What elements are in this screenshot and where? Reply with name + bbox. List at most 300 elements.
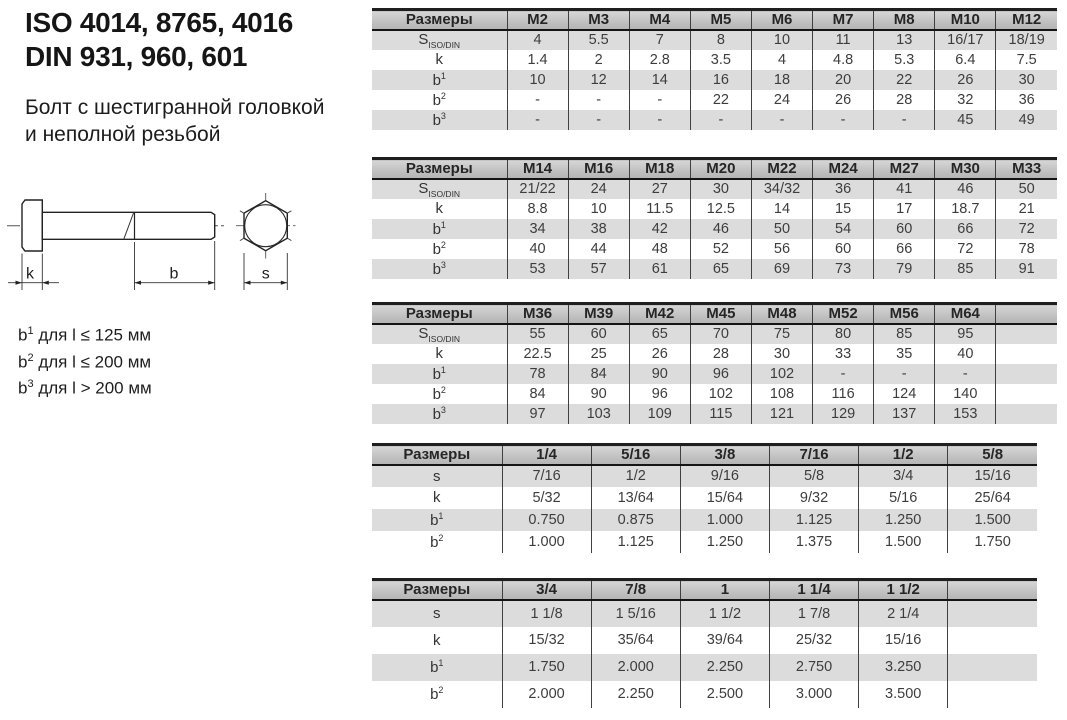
table-cell: 10	[568, 199, 629, 219]
table-cell: 33	[813, 344, 874, 364]
table-cell: 90	[629, 364, 690, 384]
table-cell: 1.750	[502, 654, 591, 681]
product-description	[25, 94, 324, 148]
table-cell: 2	[568, 50, 629, 70]
table-cell: 97	[507, 404, 568, 424]
table-cell	[948, 681, 1037, 708]
k-arrow-right	[42, 281, 49, 285]
table-cell: 30	[751, 344, 812, 364]
table-header-size: 1 1/4	[769, 580, 858, 600]
table-cell	[996, 404, 1057, 424]
table-header-size: 3/4	[502, 580, 591, 600]
table-cell	[948, 654, 1037, 681]
table-header-size: M30	[935, 159, 996, 179]
row-label: k	[433, 631, 441, 649]
table-cell: -	[629, 90, 690, 110]
s-arrow-right	[281, 281, 288, 285]
table-cell: 10	[751, 30, 812, 50]
table-cell: 25/32	[769, 627, 858, 654]
table-cell: 121	[751, 404, 812, 424]
table-cell: 96	[629, 384, 690, 404]
row-label: $b^1$	[372, 364, 507, 384]
table-cell: 1 5/16	[591, 600, 680, 627]
table-header-size: M27	[874, 159, 935, 179]
row-label: $b^3$	[372, 259, 507, 279]
table-header-label: Размеры	[372, 445, 502, 465]
table-cell: 12	[568, 70, 629, 90]
table-header-size: M5	[690, 10, 751, 30]
table-cell: 70	[690, 324, 751, 344]
table-cell: 2.250	[680, 654, 769, 681]
table-row	[372, 110, 1057, 130]
table-header-size: M33	[996, 159, 1057, 179]
table-cell: 24	[568, 179, 629, 199]
table-cell: 57	[568, 259, 629, 279]
table-cell: 1.750	[948, 531, 1037, 553]
table-cell: 20	[813, 70, 874, 90]
dimension-table	[372, 578, 1037, 708]
table-header-label: Размеры	[372, 159, 507, 179]
table-cell: -	[629, 110, 690, 130]
table-cell: 69	[751, 259, 812, 279]
table-cell: 108	[751, 384, 812, 404]
description-line-2: и неполной резьбой	[25, 123, 221, 146]
row-label: k	[435, 200, 443, 217]
table-cell	[996, 344, 1057, 364]
footnote-b2: $b^2$ для l ≤ 200 мм	[18, 351, 152, 372]
table-header-size: M2	[507, 10, 568, 30]
table-cell: 27	[629, 179, 690, 199]
table-inch-threequarter-to-oneandhalf	[372, 578, 1037, 708]
dimension-label-k: k	[26, 265, 34, 283]
table-row	[372, 681, 1037, 708]
row-label: k	[435, 345, 443, 362]
table-cell: 16/17	[935, 30, 996, 50]
table-cell: 4	[751, 50, 812, 70]
table-cell: 65	[690, 259, 751, 279]
table-header-size: 3/8	[680, 445, 769, 465]
table-cell: 55	[507, 324, 568, 344]
table-cell: 8.8	[507, 199, 568, 219]
table-cell: 34/32	[751, 179, 812, 199]
table-cell: 61	[629, 259, 690, 279]
table-cell: 78	[507, 364, 568, 384]
table-cell: 11	[813, 30, 874, 50]
table-row	[372, 404, 1057, 424]
table-header-size: 5/8	[948, 445, 1037, 465]
table-cell: 12.5	[690, 199, 751, 219]
table-header-size: M7	[813, 10, 874, 30]
table-cell: 96	[690, 364, 751, 384]
table-cell: 15/16	[859, 627, 948, 654]
table-header-row	[372, 159, 1057, 179]
table-cell: 3.000	[769, 681, 858, 708]
table-row	[372, 364, 1057, 384]
table-cell: 15/64	[680, 487, 769, 509]
table-header-label: Размеры	[372, 10, 507, 30]
table-cell: 2.8	[629, 50, 690, 70]
table-cell: 85	[874, 324, 935, 344]
table-header-label: Размеры	[372, 580, 502, 600]
dimension-table	[372, 8, 1057, 130]
table-row	[372, 487, 1037, 509]
row-label: $b^1$	[372, 654, 502, 681]
table-cell: 7.5	[996, 50, 1057, 70]
table-cell: 2.000	[502, 681, 591, 708]
table-cell: 66	[874, 239, 935, 259]
table-cell: 1.250	[680, 531, 769, 553]
table-cell: 1.000	[502, 531, 591, 553]
table-cell: 116	[813, 384, 874, 404]
table-cell: 103	[568, 404, 629, 424]
table-cell: 153	[935, 404, 996, 424]
table-row	[372, 70, 1057, 90]
table-cell: 16	[690, 70, 751, 90]
table-cell: 1 1/2	[680, 600, 769, 627]
table-row	[372, 384, 1057, 404]
table-row	[372, 344, 1057, 364]
table-cell: 9/32	[769, 487, 858, 509]
table-row	[372, 600, 1037, 627]
table-cell: 48	[629, 239, 690, 259]
standards-title	[25, 6, 293, 74]
table-cell: 36	[996, 90, 1057, 110]
table-cell: 2 1/4	[859, 600, 948, 627]
table-row	[372, 627, 1037, 654]
table-cell: 42	[629, 219, 690, 239]
k-arrow-left	[16, 281, 23, 285]
table-header-size: M56	[874, 304, 935, 324]
row-label: $S_{ISO/DIN}$	[372, 324, 507, 344]
table-cell: 7/16	[502, 465, 591, 487]
table-cell: 1.500	[948, 509, 1037, 531]
row-label: $b^2$	[432, 239, 446, 258]
table-cell: 45	[935, 110, 996, 130]
table-cell: 2.500	[680, 681, 769, 708]
table-metric-m36-m64	[372, 302, 1057, 424]
table-cell: 41	[874, 179, 935, 199]
table-row	[372, 90, 1057, 110]
table-cell: 40	[935, 344, 996, 364]
table-cell: 34	[507, 219, 568, 239]
table-cell: 75	[751, 324, 812, 344]
table-cell: 14	[629, 70, 690, 90]
row-label: $S_{ISO/DIN}$	[372, 30, 507, 50]
table-header-size: M45	[690, 304, 751, 324]
table-cell: 10	[507, 70, 568, 90]
table-cell: 3.500	[859, 681, 948, 708]
table-cell: 32	[935, 90, 996, 110]
table-cell: 35	[874, 344, 935, 364]
table-cell: 1.375	[769, 531, 858, 553]
table-header-size: 1/4	[502, 445, 591, 465]
row-label: $b^1$	[372, 70, 507, 90]
table-row	[372, 179, 1057, 199]
table-header-size: M14	[507, 159, 568, 179]
table-cell: 26	[935, 70, 996, 90]
table-cell: 84	[568, 364, 629, 384]
table-cell	[948, 600, 1037, 627]
table-cell: 0.875	[591, 509, 680, 531]
table-header-size: M22	[751, 159, 812, 179]
table-cell: 50	[751, 219, 812, 239]
table-cell: 78	[996, 239, 1057, 259]
table-cell: -	[751, 110, 812, 130]
table-cell: 6.4	[935, 50, 996, 70]
table-header-size	[996, 304, 1057, 324]
row-label: $S_{ISO/DIN}$	[372, 179, 507, 199]
table-cell: 85	[935, 259, 996, 279]
table-cell: 79	[874, 259, 935, 279]
table-cell	[996, 384, 1057, 404]
s-arrow-left	[244, 281, 251, 285]
row-label: $b^2$	[432, 384, 446, 403]
table-cell: 1/2	[591, 465, 680, 487]
table-cell: 40	[507, 239, 568, 259]
table-cell: 18.7	[935, 199, 996, 219]
bolt-head-side-view	[22, 200, 42, 251]
table-cell: 50	[996, 179, 1057, 199]
row-label: k	[435, 51, 443, 68]
table-cell: 26	[813, 90, 874, 110]
table-cell: 49	[996, 110, 1057, 130]
table-cell: 90	[568, 384, 629, 404]
dimension-table	[372, 302, 1057, 424]
table-cell	[996, 364, 1057, 384]
table-row	[372, 531, 1037, 553]
table-cell: 36	[813, 179, 874, 199]
table-cell: 3/4	[859, 465, 948, 487]
table-cell: 5/16	[859, 487, 948, 509]
table-cell: 22.5	[507, 344, 568, 364]
table-header-size: M8	[874, 10, 935, 30]
table-cell: 4.8	[813, 50, 874, 70]
table-cell: 3.250	[859, 654, 948, 681]
table-cell: 21/22	[507, 179, 568, 199]
table-cell: 13	[874, 30, 935, 50]
b-arrow-right	[208, 281, 215, 285]
table-cell: 84	[507, 384, 568, 404]
table-cell: 9/16	[680, 465, 769, 487]
footnote-b1: $b^1$ для l ≤ 125 мм	[18, 325, 152, 345]
table-header-size: 7/16	[769, 445, 858, 465]
table-cell: -	[874, 364, 935, 384]
table-header-size: M64	[935, 304, 996, 324]
iso-standards-line: ISO 4014, 8765, 4016	[25, 7, 293, 38]
table-cell: 5/8	[769, 465, 858, 487]
table-cell: 60	[568, 324, 629, 344]
table-cell: -	[568, 90, 629, 110]
table-row	[372, 199, 1057, 219]
dimension-table	[372, 443, 1037, 553]
table-cell: 0.750	[502, 509, 591, 531]
table-row	[372, 509, 1037, 531]
table-cell: 1.500	[859, 531, 948, 553]
table-cell: -	[813, 110, 874, 130]
table-header-size: M10	[935, 10, 996, 30]
row-label: $b^2$	[430, 685, 444, 703]
table-cell: 66	[935, 219, 996, 239]
table-header-row	[372, 580, 1037, 600]
table-cell: 95	[935, 324, 996, 344]
row-label: $b^2$	[432, 90, 446, 109]
table-cell: 15/32	[502, 627, 591, 654]
table-cell	[948, 627, 1037, 654]
table-header-row	[372, 445, 1037, 465]
table-cell: 109	[629, 404, 690, 424]
table-header-row	[372, 304, 1057, 324]
table-cell: 1.125	[769, 509, 858, 531]
dimension-label-b: b	[169, 265, 179, 283]
table-cell: 54	[813, 219, 874, 239]
table-cell: 30	[996, 70, 1057, 90]
table-cell: 2.750	[769, 654, 858, 681]
table-row	[372, 465, 1037, 487]
table-cell: 60	[874, 219, 935, 239]
table-cell: 25	[568, 344, 629, 364]
table-cell: 1.000	[680, 509, 769, 531]
description-line-1: Болт с шестигранной головкой	[25, 96, 325, 119]
table-cell: -	[568, 110, 629, 130]
table-header-size: 5/16	[591, 445, 680, 465]
table-cell: 115	[690, 404, 751, 424]
table-cell: 7	[629, 30, 690, 50]
table-metric-m2-m12	[372, 8, 1057, 130]
table-cell: 137	[874, 404, 935, 424]
bolt-technical-drawing	[3, 180, 338, 315]
table-cell: 26	[629, 344, 690, 364]
table-row	[372, 30, 1057, 50]
table-cell: 91	[996, 259, 1057, 279]
table-header-row	[372, 10, 1057, 30]
table-cell: 140	[935, 384, 996, 404]
table-cell: 72	[935, 239, 996, 259]
table-header-size: M20	[690, 159, 751, 179]
table-cell: 5.5	[568, 30, 629, 50]
row-label: $b^1$	[372, 509, 502, 531]
table-header-size: 1/2	[859, 445, 948, 465]
table-cell: 21	[996, 199, 1057, 219]
table-cell: 1.250	[859, 509, 948, 531]
table-cell: 35/64	[591, 627, 680, 654]
table-cell: -	[874, 110, 935, 130]
row-label: $b^1$	[372, 219, 507, 239]
table-cell: 129	[813, 404, 874, 424]
table-cell: 102	[690, 384, 751, 404]
table-row	[372, 324, 1057, 344]
table-cell: 30	[690, 179, 751, 199]
table-header-size: M12	[996, 10, 1057, 30]
table-cell: 22	[690, 90, 751, 110]
table-cell: 52	[690, 239, 751, 259]
table-row	[372, 50, 1057, 70]
table-header-size: 1	[680, 580, 769, 600]
table-cell: -	[690, 110, 751, 130]
table-header-size: 1 1/2	[859, 580, 948, 600]
table-row	[372, 239, 1057, 259]
table-cell: 65	[629, 324, 690, 344]
table-cell: 24	[751, 90, 812, 110]
din-standards-line: DIN 931, 960, 601	[25, 41, 248, 72]
table-header-size: M39	[568, 304, 629, 324]
table-cell: 2.000	[591, 654, 680, 681]
table-cell: 2.250	[591, 681, 680, 708]
table-header-size: M36	[507, 304, 568, 324]
table-cell: 80	[813, 324, 874, 344]
table-cell: 60	[813, 239, 874, 259]
table-cell: 28	[690, 344, 751, 364]
table-cell: 46	[690, 219, 751, 239]
table-cell: -	[935, 364, 996, 384]
table-cell: 1.4	[507, 50, 568, 70]
table-header-size: M18	[629, 159, 690, 179]
table-header-size: M48	[751, 304, 812, 324]
table-header-size: M16	[568, 159, 629, 179]
table-header-size: M52	[813, 304, 874, 324]
table-cell: 11.5	[629, 199, 690, 219]
table-header-size: 7/8	[591, 580, 680, 600]
table-cell: 3.5	[690, 50, 751, 70]
row-label: $b^3$	[372, 404, 507, 424]
table-cell: 8	[690, 30, 751, 50]
table-header-size	[948, 580, 1037, 600]
table-cell: 44	[568, 239, 629, 259]
table-cell: 53	[507, 259, 568, 279]
table-cell: 5.3	[874, 50, 935, 70]
dimension-table	[372, 157, 1057, 279]
table-row	[372, 654, 1037, 681]
table-cell: 56	[751, 239, 812, 259]
table-cell: 22	[874, 70, 935, 90]
table-inch-quarter-to-fiveeighths	[372, 443, 1037, 553]
table-header-label: Размеры	[372, 304, 507, 324]
table-cell: 17	[874, 199, 935, 219]
dimension-label-s: s	[261, 265, 270, 283]
table-cell: 46	[935, 179, 996, 199]
table-cell: 73	[813, 259, 874, 279]
table-cell: 15/16	[948, 465, 1037, 487]
row-label: s	[372, 465, 502, 487]
table-cell: 15	[813, 199, 874, 219]
table-cell: 14	[751, 199, 812, 219]
table-cell: 124	[874, 384, 935, 404]
table-cell: 28	[874, 90, 935, 110]
table-metric-m14-m33	[372, 157, 1057, 279]
row-label: s	[372, 600, 502, 627]
table-cell: 18/19	[996, 30, 1057, 50]
table-cell: 25/64	[948, 487, 1037, 509]
table-cell: -	[813, 364, 874, 384]
table-cell: 1.125	[591, 531, 680, 553]
table-header-size: M24	[813, 159, 874, 179]
footnote-b3: $b^3$ для l > 200 мм	[18, 378, 152, 398]
table-cell: 72	[996, 219, 1057, 239]
table-cell: 102	[751, 364, 812, 384]
table-cell: 1 7/8	[769, 600, 858, 627]
table-cell: -	[507, 90, 568, 110]
table-header-size: M3	[568, 10, 629, 30]
table-row	[372, 219, 1057, 239]
hex-head-end-view	[244, 201, 287, 251]
table-cell: 1 1/8	[502, 600, 591, 627]
thread-length-footnotes	[18, 320, 152, 400]
table-cell: 39/64	[680, 627, 769, 654]
table-header-size: M4	[629, 10, 690, 30]
table-header-size: M42	[629, 304, 690, 324]
table-cell: -	[507, 110, 568, 130]
row-label: $b^2$	[430, 532, 444, 551]
table-cell: 38	[568, 219, 629, 239]
